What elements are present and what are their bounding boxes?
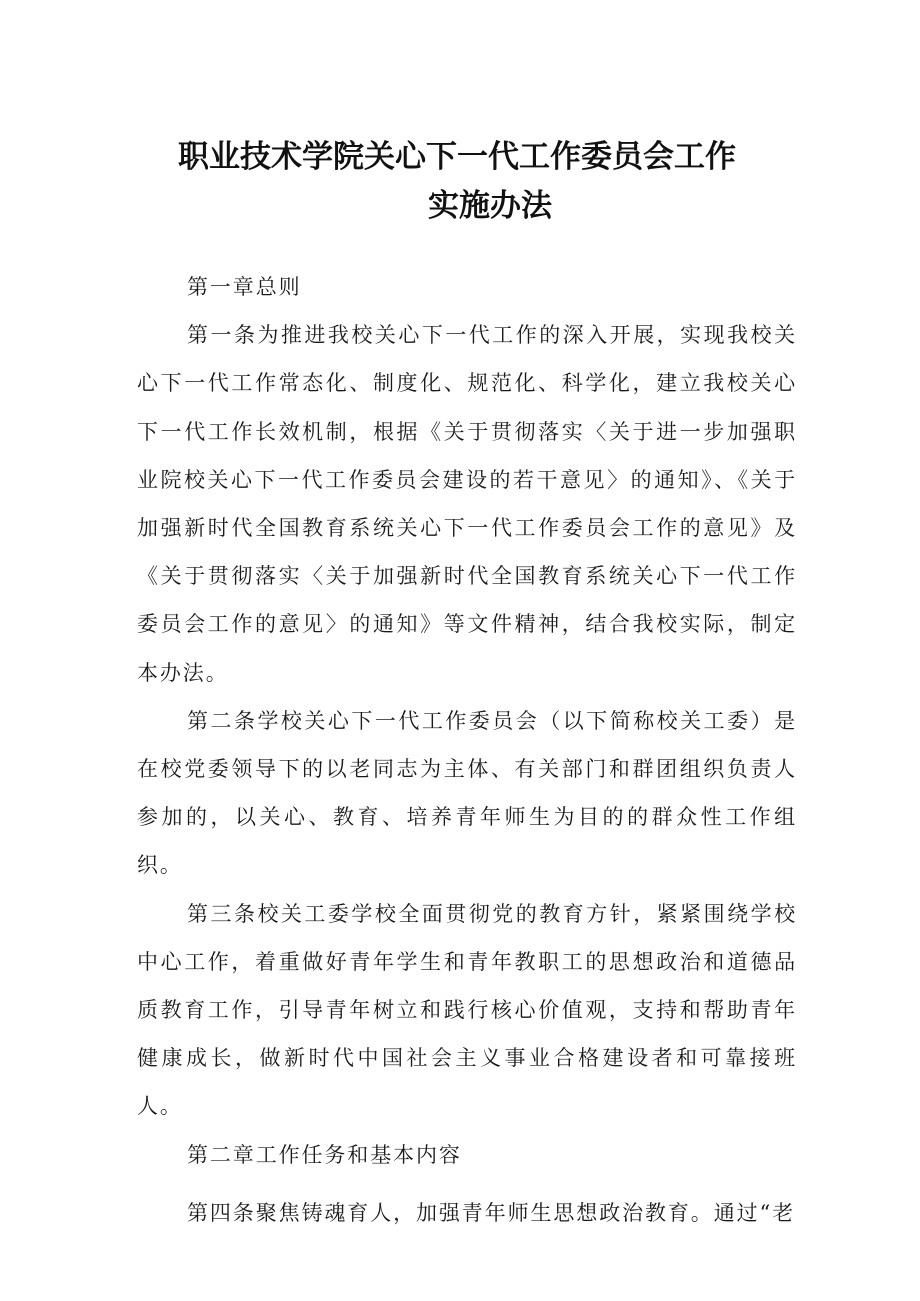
document-body <box>137 263 797 1237</box>
article-4: 第四条聚焦铸魂育人，加强青年师生思想政治教育。通过“老 <box>187 1200 796 1225</box>
document-title-line-2: 实施办法 <box>428 188 552 224</box>
chapter-1-heading: 第一章总则 <box>187 275 302 299</box>
article-3: 第三条校关工委学校全面贯彻党的教育方针，紧紧围绕学校中心工作，着重做好青年学生和青年教职工的思想政治和道德品质教育工作，引导青年树立和践行核心价值观，支持和帮助青年健康成长，做新时代中国社会主义事业合格建设者和可靠接班人。 <box>137 901 797 1119</box>
document-title-line-1: 职业技术学院关心下一代工作委员会工作 <box>178 139 736 175</box>
chapter-2-heading: 第二章工作任务和基本内容 <box>187 1142 462 1167</box>
article-1: 第一条为推进我校关心下一代工作的深入开展，实现我校关心下一代工作常态化、制度化、规范化、科学化，建立我校关心下一代工作长效机制，根据《关于贯彻落实〈关于进一步加强职业院校关心下一代工作委员会建设的若干意见〉的通知》、《关于加强新时代全国教育系统关心下一代工作委员会工作的意见》及《关于贯彻落实〈关于加强新时代全国教育系统关心下一代工作委员会工作的意见〉的通知》等文件精神，结合我校实际，制定本办法。 <box>137 323 797 685</box>
article-2: 第二条学校关心下一代工作委员会（以下简称校关工委）是在校党委领导下的以老同志为主体、有关部门和群团组织负责人参加的，以关心、教育、培养青年师生为目的的群众性工作组织。 <box>137 708 797 878</box>
